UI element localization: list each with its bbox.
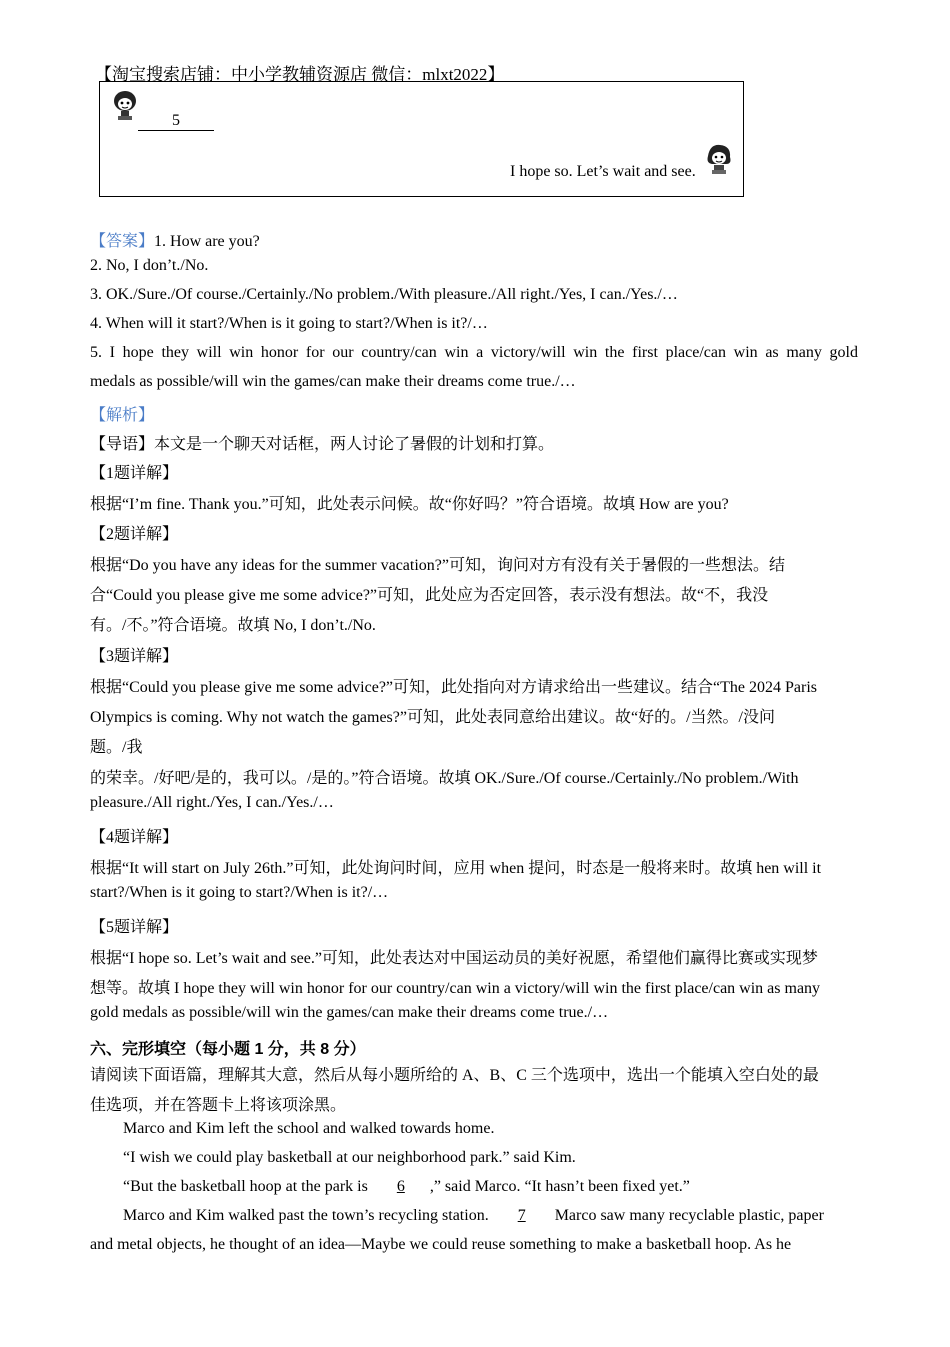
q2-line: 根据“Do you have any ideas for the summer vacation?”可知，询问对方有没有关于暑假的一些想法。结 bbox=[90, 557, 785, 574]
instructions-line: 佳选项，并在答题卡上将该项涂黑。 bbox=[90, 1097, 347, 1114]
analysis-label: 【解析】 bbox=[90, 407, 155, 424]
blank-6: 6 bbox=[396, 1178, 405, 1195]
passage-paragraph: “But the basketball hoop at the park is 6 ,” said Marco. “It hasn’t been fixed yet.” bbox=[123, 1178, 690, 1195]
answer-line-4: 4. When will it start?/When is it going to start?/When is it?/… bbox=[90, 315, 488, 332]
passage-paragraph: and metal objects, he thought of an idea—Maybe we could reuse something to make a basketball hoop. As he bbox=[90, 1236, 792, 1253]
passage-paragraph: Marco and Kim walked past the town’s recycling station. 7 Marco saw many recyclable plastic, paper bbox=[123, 1207, 824, 1224]
answer-label: 【答案】 bbox=[90, 233, 155, 250]
answer-line-6: medals as possible/will win the games/can make their dreams come true./… bbox=[90, 373, 576, 390]
q2-line: 有。/不。”符合语境。故填 No, I don’t./No. bbox=[90, 617, 376, 634]
q5-line: 根据“I hope so. Let’s wait and see.”可知，此处表达对中国运动员的美好祝愿，希望他们赢得比赛或实现梦 bbox=[90, 950, 818, 967]
page-header: 【淘宝搜索店铺：中小学教辅资源店 微信：mlxt2022】 bbox=[95, 65, 505, 84]
q1-title: 【1题详解】 bbox=[90, 465, 179, 482]
q4-title: 【4题详解】 bbox=[90, 829, 179, 846]
answer-line-1: 【答案】1. How are you? bbox=[90, 233, 260, 250]
q3-line: Olympics is coming. Why not watch the games?”可知，此处表同意给出建议。故“好的。/当然。/没问 bbox=[90, 709, 775, 726]
avatar-right-icon bbox=[704, 142, 734, 176]
answer-line-3: 3. OK./Sure./Of course./Certainly./No problem./With pleasure./All right./Yes, I can./Yes./… bbox=[90, 286, 678, 303]
q5-line: gold medals as possible/will win the games/can make their dreams come true./… bbox=[90, 1004, 609, 1021]
chat-reply: I hope so. Let’s wait and see. bbox=[510, 163, 696, 180]
q4-line: 根据“It will start on July 26th.”可知，此处询问时间，应用 when 提问，时态是一般将来时。故填 hen will it bbox=[90, 860, 822, 877]
q5-line: 想等。故填 I hope they will win honor for our country/can win a victory/will win the first place/can win as many bbox=[90, 980, 821, 997]
avatar-left-icon bbox=[109, 87, 141, 121]
answer-line-5: 5. I hope they will win honor for our country/can win a victory/will win the first place/can win as many gold bbox=[90, 344, 858, 361]
blank-7: 7 bbox=[517, 1207, 526, 1224]
q3-title: 【3题详解】 bbox=[90, 648, 179, 665]
q5-title: 【5题详解】 bbox=[90, 919, 179, 936]
q2-title: 【2题详解】 bbox=[90, 526, 179, 543]
q3-line: pleasure./All right./Yes, I can./Yes./… bbox=[90, 794, 334, 811]
analysis-guide: 【导语】本文是一个聊天对话框，两人讨论了暑假的计划和打算。 bbox=[90, 436, 555, 453]
answer-line-2: 2. No, I don’t./No. bbox=[90, 257, 209, 274]
q3-line: 根据“Could you please give me some advice?”可知，此处指向对方请求给出一些建议。结合“The 2024 Paris bbox=[90, 679, 817, 696]
q4-line: start?/When is it going to start?/When is it?/… bbox=[90, 884, 389, 901]
q3-line: 题。/我 bbox=[90, 739, 143, 756]
passage-paragraph: Marco and Kim left the school and walked towards home. bbox=[123, 1120, 495, 1137]
q2-line: 合“Could you please give me some advice?”可知，此处应为否定回答，表示没有想法。故“不，我没 bbox=[90, 587, 769, 604]
chat-dialog-box bbox=[99, 81, 744, 197]
blank-5: 5 bbox=[138, 112, 214, 131]
q3-line: 的荣幸。/好吧/是的，我可以。/是的。”符合语境。故填 OK./Sure./Of course./Certainly./No problem./With bbox=[90, 770, 799, 787]
q1-line: 根据“I’m fine. Thank you.”可知，此处表示问候。故“你好吗？”符合语境。故填 How are you? bbox=[90, 496, 729, 513]
section-title: 六、完形填空（每小题 1 分，共 8 分） bbox=[90, 1041, 366, 1058]
passage-paragraph: “I wish we could play basketball at our neighborhood park.” said Kim. bbox=[123, 1149, 576, 1166]
instructions-line: 请阅读下面语篇，理解其大意，然后从每小题所给的 A、B、C 三个选项中，选出一个能填入空白处的最 bbox=[90, 1067, 819, 1084]
